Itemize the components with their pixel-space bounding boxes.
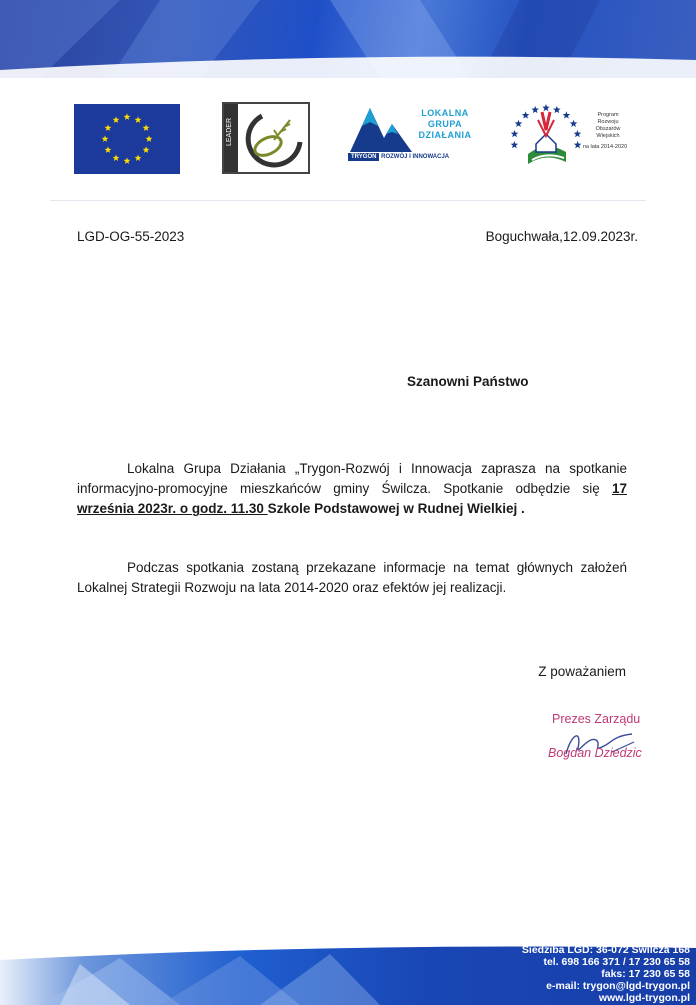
prow-star-icon (511, 141, 519, 148)
lgd-logo-title (414, 108, 476, 141)
bottom-banner (0, 938, 696, 1005)
footer-email[interactable]: e-mail: trygon@lgd-trygon.pl (546, 980, 690, 992)
lgd-logo-tag: ROZWÓJ I INNOWACJA (381, 154, 450, 160)
prow-star-icon (515, 120, 523, 127)
lgd-logo-line: GRUPA (427, 119, 463, 129)
reference-number: LGD-OG-55-2023 (77, 229, 185, 244)
prow-star-icon (542, 104, 550, 111)
footer-phone: tel. 698 166 371 / 17 230 65 58 (543, 956, 690, 968)
eu-star-icon (143, 124, 150, 131)
prow-logo-years: na lata 2014-2020 (582, 144, 628, 150)
paragraph-invitation (77, 459, 627, 519)
prow-star-icon (574, 141, 582, 148)
prow-logo (506, 100, 628, 176)
mountains-icon (348, 102, 414, 154)
prow-star-icon (511, 130, 519, 137)
header-divider (50, 200, 646, 201)
stamp-name: Bogdan Dziedzic (548, 746, 642, 760)
eu-star-icon (124, 113, 131, 120)
prow-logo-text (582, 112, 628, 151)
eu-star-icon (135, 116, 142, 123)
eu-star-icon (113, 116, 120, 123)
prow-logo-line: Rozwoju (597, 119, 619, 125)
eu-star-icon (143, 146, 150, 153)
meeting-datetime: 17 września 2023r. o godz. 11.30 (77, 481, 627, 516)
stamp-title: Prezes Zarządu (552, 712, 641, 726)
footer-contact (522, 944, 690, 1004)
eu-star-icon (105, 146, 112, 153)
paragraph-agenda: Podczas spotkania zostaną przekazane informacje na temat głównych założeń Lokalnej Strategii Rozwoju na lata 2014-2020 oraz efektów jej realizacji. (77, 560, 627, 595)
prow-star-icon (574, 130, 582, 137)
eu-star-icon (146, 135, 153, 142)
signature-stamp (542, 712, 662, 772)
prow-logo-line: Wiejskich (596, 133, 620, 139)
lgd-logo-line: LOKALNA (421, 108, 469, 118)
prow-star-icon (522, 111, 530, 118)
logo-row (0, 100, 696, 180)
prow-emblem-icon (506, 100, 586, 176)
place-date: Boguchwała,12.09.2023r. (485, 229, 638, 244)
lgd-trygon-logo (348, 102, 476, 166)
eu-star-icon (102, 135, 109, 142)
leader-logo-text: LEADER (226, 117, 233, 146)
eu-star-icon (113, 154, 120, 161)
lgd-logo-tag-box: TRYGON (348, 153, 379, 161)
eu-star-icon (135, 154, 142, 161)
leader-logo (222, 102, 310, 174)
eu-star-icon (105, 124, 112, 131)
lgd-logo-tagline (348, 154, 476, 160)
top-banner (0, 0, 696, 78)
footer-fax: faks: 17 230 65 58 (601, 968, 690, 980)
footer-website[interactable]: www.lgd-trygon.pl (598, 992, 690, 1004)
eu-stars-icon (74, 104, 180, 174)
closing: Z poważaniem (538, 664, 626, 679)
prow-star-icon (553, 106, 561, 113)
prow-star-icon (531, 106, 539, 113)
prow-star-icon (563, 111, 571, 118)
banner-pattern (0, 0, 696, 78)
prow-logo-line: Obszarów (595, 126, 621, 132)
prow-logo-line: Program (597, 112, 619, 118)
lgd-logo-line: DZIAŁANIA (418, 130, 472, 140)
salutation: Szanowni Państwo (407, 374, 529, 389)
leader-emblem-icon (222, 102, 310, 174)
meeting-location: Szkole Podstawowej w Rudnej Wielkiej . (267, 501, 525, 516)
footer-address: Siedziba LGD: 36-072 Świlcza 168 (521, 944, 690, 956)
eu-flag-logo (74, 104, 180, 174)
prow-star-icon (570, 120, 578, 127)
eu-star-icon (124, 157, 131, 164)
invitation-text: Lokalna Grupa Działania „Trygon-Rozwój i Innowacja zaprasza na spotkanie informacyjno-promocyjne mieszkańców gminy Świlcza. Spotkanie odbędzie się (77, 461, 627, 496)
